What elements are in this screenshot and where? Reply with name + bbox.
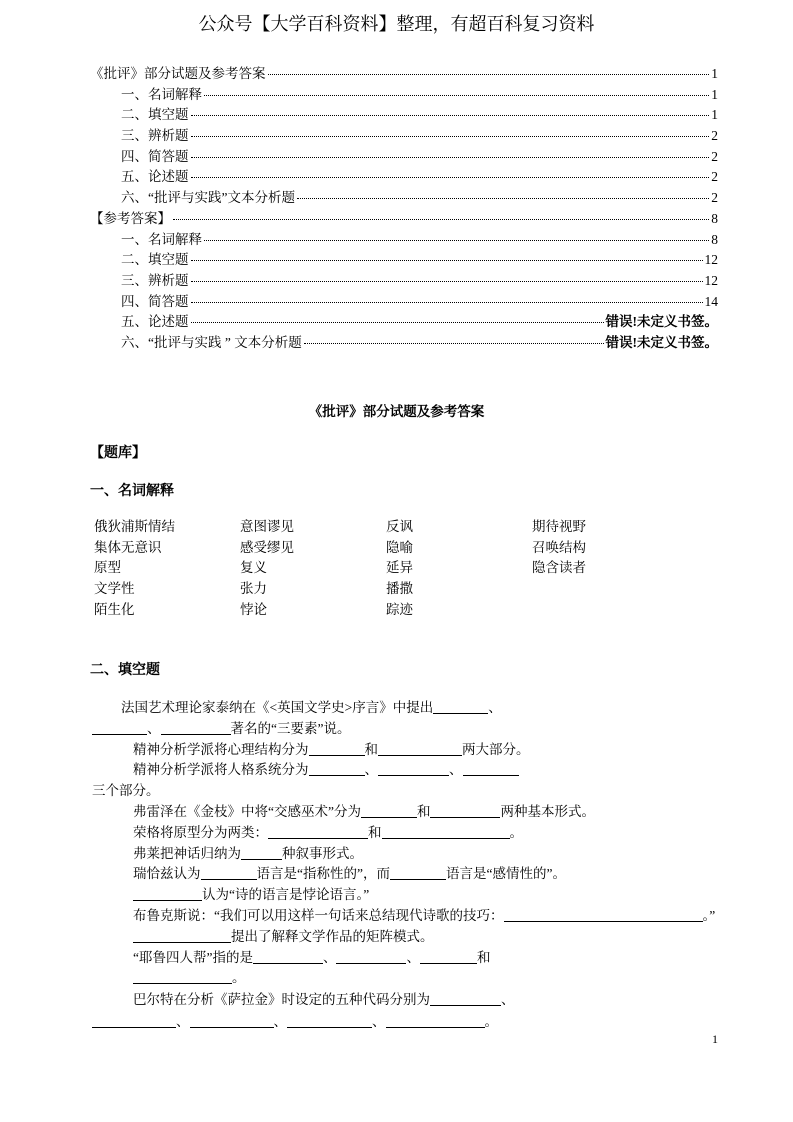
answer-blank xyxy=(253,949,323,964)
toc-entry-page: 1 xyxy=(711,66,718,81)
toc-leader-dots xyxy=(268,74,710,75)
toc-entry[interactable] xyxy=(90,312,718,333)
question-text: 、 xyxy=(406,949,420,965)
question-line xyxy=(92,844,722,865)
toc-leader-dots xyxy=(297,198,709,199)
terms-grid xyxy=(94,517,678,620)
answer-blank xyxy=(430,991,501,1006)
question-text: 、 xyxy=(322,949,337,965)
question-line xyxy=(92,698,722,719)
question-text: 和 xyxy=(416,803,431,819)
question-text: 、 xyxy=(147,720,161,736)
term: 延异 xyxy=(386,560,413,576)
toc-entry-label: 二、填空题 xyxy=(121,107,189,123)
toc-entry-label: 三、辨析题 xyxy=(121,128,189,144)
question-line-continued xyxy=(92,1012,722,1033)
question-text: 两种基本形式。 xyxy=(500,803,595,819)
question-text: 提出了解释文学作品的矩阵模式。 xyxy=(231,928,434,944)
toc-entry-page: 错误!未定义书签。 xyxy=(605,334,718,350)
question-text: 弗莱把神话归纳为 xyxy=(133,845,241,861)
toc-entry-label: 五、论述题 xyxy=(121,169,189,185)
term: 反讽 xyxy=(386,519,413,534)
term: 俄狄浦斯情结 xyxy=(94,519,175,534)
question-text: 、 xyxy=(449,762,463,778)
term: 张力 xyxy=(240,581,267,597)
document-title: 《批评》部分试题及参考答案 xyxy=(308,404,485,419)
question-line xyxy=(92,885,722,906)
toc-leader-dots xyxy=(191,302,703,303)
toc-entry[interactable] xyxy=(90,230,718,251)
answer-blank xyxy=(390,865,446,880)
toc-leader-dots xyxy=(204,240,709,241)
question-text: 瑞恰兹认为 xyxy=(133,866,201,882)
answer-blank xyxy=(463,761,519,776)
answer-blank xyxy=(336,949,406,964)
question-line xyxy=(92,864,722,885)
answer-blank xyxy=(241,845,282,860)
question-text: 。 xyxy=(232,970,246,986)
toc-entry-page: 1 xyxy=(711,107,718,123)
toc-leader-dots xyxy=(191,281,703,282)
answer-blank xyxy=(133,886,202,901)
question-text: 语言是“感情性的”。 xyxy=(445,866,566,882)
question-text: 和 xyxy=(368,824,382,840)
term: 陌生化 xyxy=(94,601,135,617)
toc-leader-dots xyxy=(191,322,604,323)
answer-blank xyxy=(504,907,703,922)
question-text: 法国艺术理论家泰纳在《<英国文学史>序言》中提出 xyxy=(121,700,434,715)
toc-entry[interactable] xyxy=(90,147,718,168)
question-text: 、 xyxy=(273,1013,287,1029)
fill-in-questions xyxy=(92,698,722,1033)
term: 意图谬见 xyxy=(240,519,294,534)
question-text: 。 xyxy=(509,824,523,840)
question-bank-heading: 【题库】 xyxy=(90,446,146,461)
toc-entry[interactable] xyxy=(90,167,718,188)
toc-leader-dots xyxy=(191,136,710,137)
answer-blank xyxy=(378,761,449,776)
toc-entry-label: 【参考答案】 xyxy=(90,210,171,226)
question-line xyxy=(92,823,722,844)
question-text: 语言是“指称性的”，而 xyxy=(256,866,390,882)
toc-entry-page: 8 xyxy=(711,231,718,247)
answer-blank xyxy=(309,761,365,776)
table-of-contents xyxy=(90,64,718,354)
toc-entry[interactable] xyxy=(90,126,718,147)
toc-entry[interactable] xyxy=(90,85,718,106)
toc-entry-label: 二、填空题 xyxy=(121,252,189,268)
toc-entry-page: 2 xyxy=(711,148,718,164)
term: 期待视野 xyxy=(532,519,586,534)
question-text: 、 xyxy=(372,1013,386,1029)
toc-leader-dots xyxy=(173,219,709,220)
answer-blank xyxy=(378,741,462,756)
toc-leader-dots xyxy=(304,343,604,344)
term: 隐含读者 xyxy=(532,560,586,576)
answer-blank xyxy=(133,969,232,984)
toc-entry[interactable] xyxy=(90,271,718,292)
answer-blank xyxy=(420,949,477,964)
toc-leader-dots xyxy=(191,260,703,261)
toc-entry[interactable] xyxy=(90,188,718,209)
term xyxy=(532,579,678,600)
question-text: 、 xyxy=(488,700,502,715)
question-line xyxy=(92,990,722,1011)
section-heading-fill-blanks: 二、填空题 xyxy=(90,663,160,678)
section-heading-terms: 一、名词解释 xyxy=(90,484,174,499)
term: 感受缪见 xyxy=(240,539,294,555)
toc-entry-page: 2 xyxy=(711,128,718,144)
toc-entry-label: 一、名词解释 xyxy=(121,86,202,102)
term: 原型 xyxy=(94,560,121,576)
toc-entry-page: 12 xyxy=(704,272,718,288)
question-text: 、 xyxy=(176,1013,190,1029)
question-text: 精神分析学派将心理结构分为 xyxy=(133,741,309,757)
question-text: 三个部分。 xyxy=(92,783,160,799)
terms-row xyxy=(94,517,678,538)
toc-entry-label: 四、简答题 xyxy=(121,148,189,164)
toc-entry-page: 14 xyxy=(704,293,718,309)
toc-entry-page: 8 xyxy=(711,210,718,226)
question-text: 布鲁克斯说：“我们可以用这样一句话来总结现代诗歌的技巧： xyxy=(133,907,504,923)
term: 踪迹 xyxy=(386,601,413,617)
page-header: 公众号【大学百科资料】整理，有超百科复习资料 xyxy=(198,14,595,34)
question-text: “耶鲁四人帮”指的是 xyxy=(133,949,253,965)
toc-entry-page: 1 xyxy=(711,86,718,102)
toc-entry[interactable] xyxy=(90,250,718,271)
question-text: 和 xyxy=(476,949,491,965)
question-line-continued xyxy=(92,781,722,802)
question-text: 荣格将原型分为两类： xyxy=(133,824,268,840)
answer-blank xyxy=(430,803,500,818)
toc-entry[interactable] xyxy=(90,292,718,313)
toc-entry-label: 一、名词解释 xyxy=(121,231,202,247)
question-text: 。 xyxy=(484,1013,498,1029)
toc-entry-page: 12 xyxy=(704,252,718,268)
answer-blank xyxy=(161,720,231,735)
toc-entry[interactable] xyxy=(90,64,718,85)
answer-blank xyxy=(287,1013,372,1028)
question-text: 、 xyxy=(364,762,378,778)
question-line xyxy=(92,760,722,781)
page-number: 1 xyxy=(712,1032,718,1046)
answer-blank xyxy=(433,699,488,714)
term: 悖论 xyxy=(240,601,267,617)
toc-leader-dots xyxy=(191,115,710,116)
answer-blank xyxy=(386,1013,485,1028)
terms-row xyxy=(94,558,678,579)
toc-leader-dots xyxy=(191,177,710,178)
toc-entry-label: 四、简答题 xyxy=(121,293,189,309)
question-line-continued xyxy=(92,719,722,740)
toc-entry-label: 六、“批评与实践”文本分析题 xyxy=(121,190,295,206)
question-line xyxy=(92,948,722,969)
question-text: 弗雷泽在《金枝》中将“交感巫术”分为 xyxy=(133,803,361,819)
terms-row xyxy=(94,600,678,621)
toc-entry-label: 五、论述题 xyxy=(121,314,189,330)
toc-entry[interactable] xyxy=(90,333,718,354)
toc-entry[interactable] xyxy=(90,105,718,126)
question-line xyxy=(92,802,722,823)
question-line xyxy=(92,740,722,761)
answer-blank xyxy=(309,741,365,756)
terms-row xyxy=(94,538,678,559)
question-text: 认为“诗的语言是悖论语言。” xyxy=(202,887,370,903)
toc-entry-page: 2 xyxy=(711,169,718,185)
term: 集体无意识 xyxy=(94,539,162,555)
answer-blank xyxy=(133,928,231,943)
toc-entry-label: 《批评》部分试题及参考答案 xyxy=(90,66,266,81)
toc-entry[interactable] xyxy=(90,209,718,230)
toc-entry-page: 错误!未定义书签。 xyxy=(605,314,718,330)
toc-entry-label: 六、“批评与实践 ” 文本分析题 xyxy=(121,334,302,350)
answer-blank xyxy=(190,1013,274,1028)
question-line xyxy=(92,927,722,948)
question-text: 种叙事形式。 xyxy=(282,845,363,861)
answer-blank xyxy=(268,824,368,839)
question-text: 和 xyxy=(364,741,378,757)
term xyxy=(532,600,678,621)
terms-row xyxy=(94,579,678,600)
question-text: 、 xyxy=(501,992,515,1008)
toc-leader-dots xyxy=(204,95,709,96)
answer-blank xyxy=(361,803,417,818)
question-line xyxy=(92,906,722,927)
answer-blank xyxy=(92,1013,176,1028)
question-text: 著名的“三要素”说。 xyxy=(230,720,351,736)
toc-entry-page: 2 xyxy=(711,190,718,206)
term: 播撒 xyxy=(386,581,413,597)
question-text: 。” xyxy=(702,907,716,923)
term: 隐喻 xyxy=(386,539,413,555)
question-line-continued xyxy=(92,968,722,989)
question-text: 精神分析学派将人格系统分为 xyxy=(133,762,309,778)
toc-entry-label: 三、辨析题 xyxy=(121,272,189,288)
term: 召唤结构 xyxy=(532,539,586,555)
term: 复义 xyxy=(240,560,267,576)
toc-leader-dots xyxy=(191,157,710,158)
term: 文学性 xyxy=(94,581,135,597)
answer-blank xyxy=(92,720,147,735)
answer-blank xyxy=(382,824,510,839)
answer-blank xyxy=(201,865,257,880)
question-text: 巴尔特在分析《萨拉金》时设定的五种代码分别为 xyxy=(133,992,430,1008)
question-text: 两大部分。 xyxy=(462,741,530,757)
